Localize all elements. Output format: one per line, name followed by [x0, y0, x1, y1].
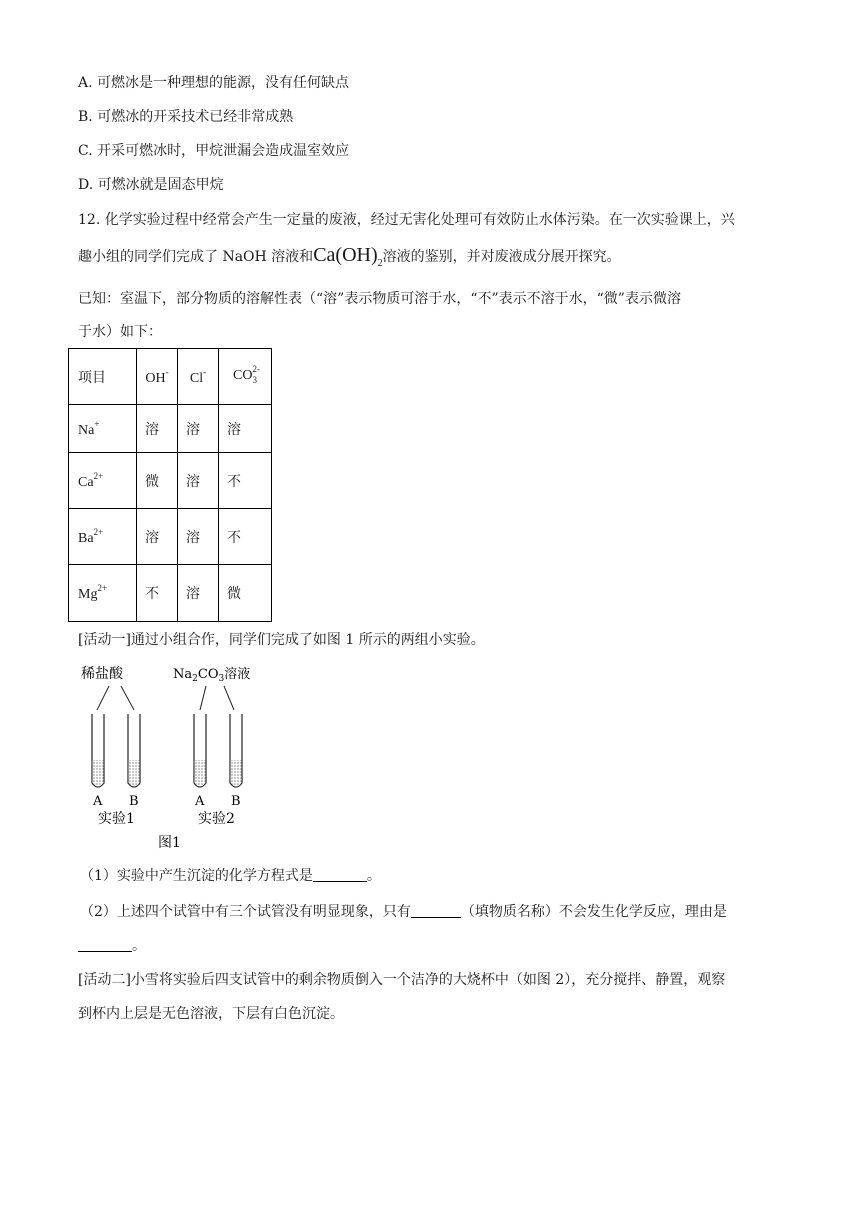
tube-label-a: A [93, 794, 103, 809]
option-c: C. 开采可燃冰时，甲烷泄漏会造成温室效应 [78, 143, 350, 159]
calcium-hydroxide-formula: $Ca(OH)_2$ [313, 244, 383, 269]
pointer-lines [97, 686, 234, 710]
header-hydroxide: OH- [137, 349, 178, 405]
q12-intro-text-a: 趣小组的同学们完成了 NaOH 溶液和 [78, 249, 314, 265]
test-tube-1a [92, 714, 104, 787]
table-cell: 溶 [178, 509, 219, 565]
figure1-diagram [78, 660, 278, 855]
solubility-table [68, 348, 272, 622]
cation-cell: Na+ [69, 405, 137, 453]
question-2: （2）上述四个试管中有三个试管没有明显现象，只有 （填物质名称）不会发生化学反应，理由是 [80, 904, 727, 920]
answer-blank-2[interactable] [411, 903, 461, 918]
table-cell: 微 [219, 565, 272, 622]
answer-blank-3[interactable] [78, 937, 132, 952]
answer-blank-1[interactable] [313, 867, 367, 882]
cation-cell: $Mg^{2+}$ [69, 565, 137, 622]
test-tube-2a [194, 714, 206, 787]
table-cell: 不 [137, 565, 178, 622]
cation-cell: $Ba^{2+}$ [69, 509, 137, 565]
table-cell: 不 [219, 453, 272, 509]
header-chloride: Cl- [178, 349, 219, 405]
header-item: 项目 [69, 349, 137, 405]
table-cell: 溶 [219, 405, 272, 453]
table-cell: 微 [137, 453, 178, 509]
table-row [69, 509, 272, 565]
question-1: （1）实验中产生沉淀的化学方程式是 。 [80, 868, 381, 884]
known-line1: 已知：室温下，部分物质的溶解性表（“溶”表示物质可溶于水，“不”表示不溶于水，“微”表示微溶 [78, 291, 681, 307]
test-tube-1b [128, 714, 140, 787]
option-d: D. 可燃冰就是固态甲烷 [78, 177, 224, 193]
table-cell: 不 [219, 509, 272, 565]
table-cell: 溶 [178, 565, 219, 622]
q12-intro-line2 [78, 245, 621, 274]
figure1-caption: 图1 [158, 835, 181, 851]
activity1-text: [活动一]通过小组合作，同学们完成了如图 1 所示的两组小实验。 [78, 632, 485, 648]
tube-label-a: A [195, 794, 205, 809]
reagent2-label: $Na_2CO_3$溶液 [173, 667, 251, 684]
q12-intro-line1: 12. 化学实验过程中经常会产生一定量的废液，经过无害化处理可有效防止水体污染。在一次实验课上，兴 [78, 212, 735, 228]
activity2-line2: 到杯内上层是无色溶液，下层有白色沉淀。 [78, 1006, 344, 1022]
table-row [69, 405, 272, 453]
experiment2-label: 实验2 [198, 811, 235, 827]
table-row [69, 453, 272, 509]
option-a: A. 可燃冰是一种理想的能源，没有任何缺点 [78, 75, 350, 91]
experiment1-label: 实验1 [98, 811, 135, 827]
question-2-cont: 。 [78, 936, 146, 956]
table-header-row [69, 349, 272, 405]
known-line2: 于水）如下： [78, 324, 162, 340]
table-row [69, 565, 272, 622]
option-b: B. 可燃冰的开采技术已经非常成熟 [78, 109, 294, 125]
test-tube-2b [230, 714, 242, 787]
table-cell: 溶 [178, 405, 219, 453]
table-cell: 溶 [137, 405, 178, 453]
tube-label-b: B [129, 794, 139, 809]
reagent1-label: 稀盐酸 [81, 666, 123, 682]
table-cell: 溶 [178, 453, 219, 509]
header-carbonate: $CO_3$ 2- [219, 349, 272, 405]
cation-cell: $Ca^{2+}$ [69, 453, 137, 509]
activity2-line1: [活动二]小雪将实验后四支试管中的剩余物质倒入一个洁净的大烧杯中（如图 2），充分搅拌、静置，观察 [78, 972, 726, 988]
table-cell: 溶 [137, 509, 178, 565]
q12-intro-text-b: 溶液的鉴别，并对废液成分展开探究。 [382, 249, 621, 265]
tube-label-b: B [231, 794, 241, 809]
